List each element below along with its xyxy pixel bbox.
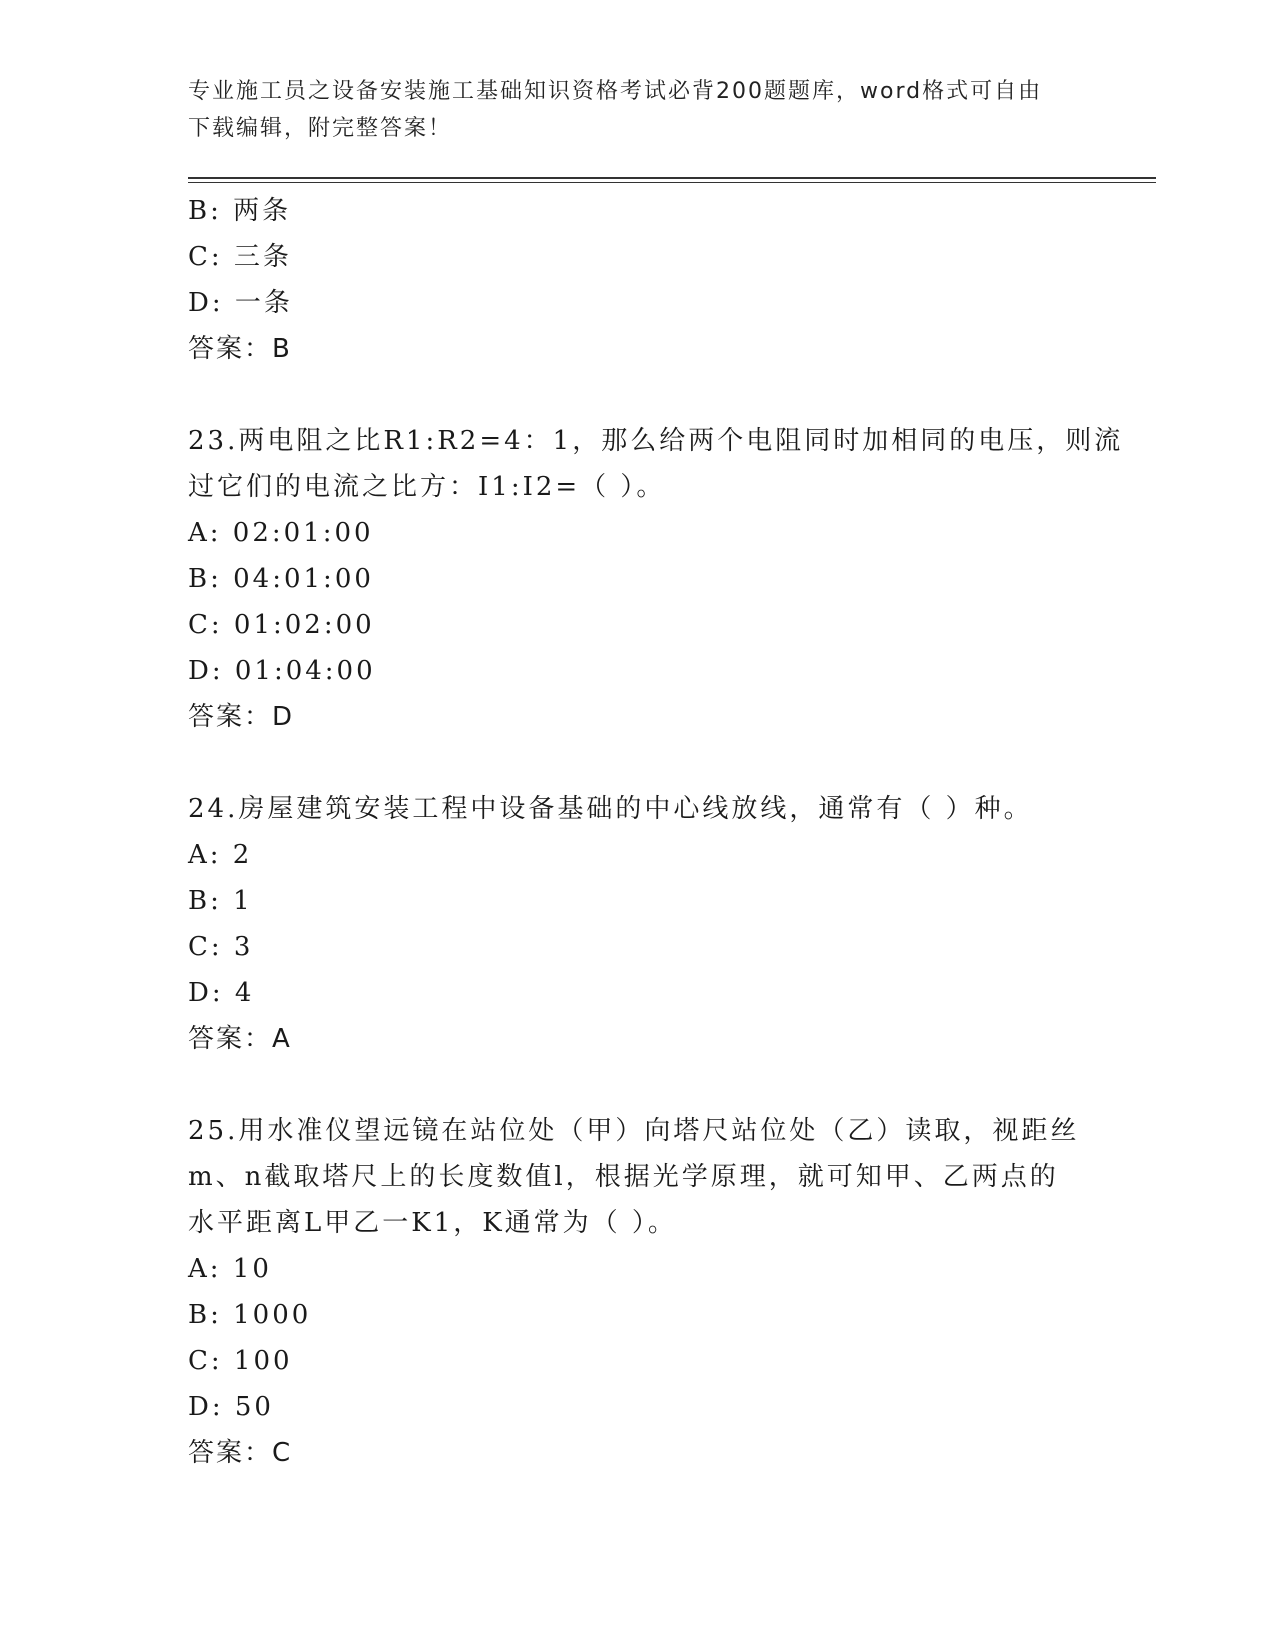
question-24 [188,786,1088,1062]
answer-line: 答案：C [188,1438,293,1468]
header-rule-thick [188,177,1156,179]
option-d: D: 01:04:00 [188,656,376,686]
option-d: D: 一条 [188,288,293,318]
question-stem [188,1108,1088,1246]
question-25 [188,1108,1088,1476]
option-c: C: 三条 [188,242,292,272]
stem-line: m、n截取塔尺上的长度数值l，根据光学原理，就可知甲、乙两点的 [188,1162,1059,1192]
question-stem [188,786,1088,832]
answer-line: 答案：A [188,1024,292,1054]
stem-line: 水平距离L甲乙一K1，K通常为（ ）。 [188,1208,677,1238]
option-c: C: 3 [188,932,254,962]
header-line-2: 下载编辑，附完整答案！ [188,116,453,141]
stem-line: 过它们的电流之比方：I1:I2=（ ）。 [188,472,666,502]
answer-line: 答案：B [188,334,292,364]
header-rule-thin [188,182,1156,183]
option-a: A: 02:01:00 [188,518,374,548]
spacer [188,372,1088,418]
option-b: B: 1 [188,886,253,916]
question-stem [188,418,1124,510]
spacer [188,1062,1088,1108]
question-content [188,188,1124,1476]
stem-line: 23.两电阻之比R1:R2=4：1，那么给两个电阻同时加相同的电压，则流 [188,426,1124,456]
document-header [188,73,1068,147]
answer-line: 答案：D [188,702,295,732]
question-23 [188,418,1124,740]
option-c: C: 100 [188,1346,293,1376]
option-a: A: 10 [188,1254,272,1284]
option-d: D: 50 [188,1392,274,1422]
option-d: D: 4 [188,978,255,1008]
spacer [188,740,1088,786]
option-c: C: 01:02:00 [188,610,375,640]
header-line-1: 专业施工员之设备安装施工基础知识资格考试必背200题题库，word格式可自由 [188,79,1043,104]
question-22-continuation [188,188,1088,372]
option-b: B: 1000 [188,1300,312,1330]
option-a: A: 2 [188,840,253,870]
option-b: B: 04:01:00 [188,564,374,594]
stem-line: 24.房屋建筑安装工程中设备基础的中心线放线，通常有（ ）种。 [188,794,1033,824]
option-b: B: 两条 [188,196,292,226]
stem-line: 25.用水准仪望远镜在站位处（甲）向塔尺站位处（乙）读取，视距丝 [188,1116,1080,1146]
